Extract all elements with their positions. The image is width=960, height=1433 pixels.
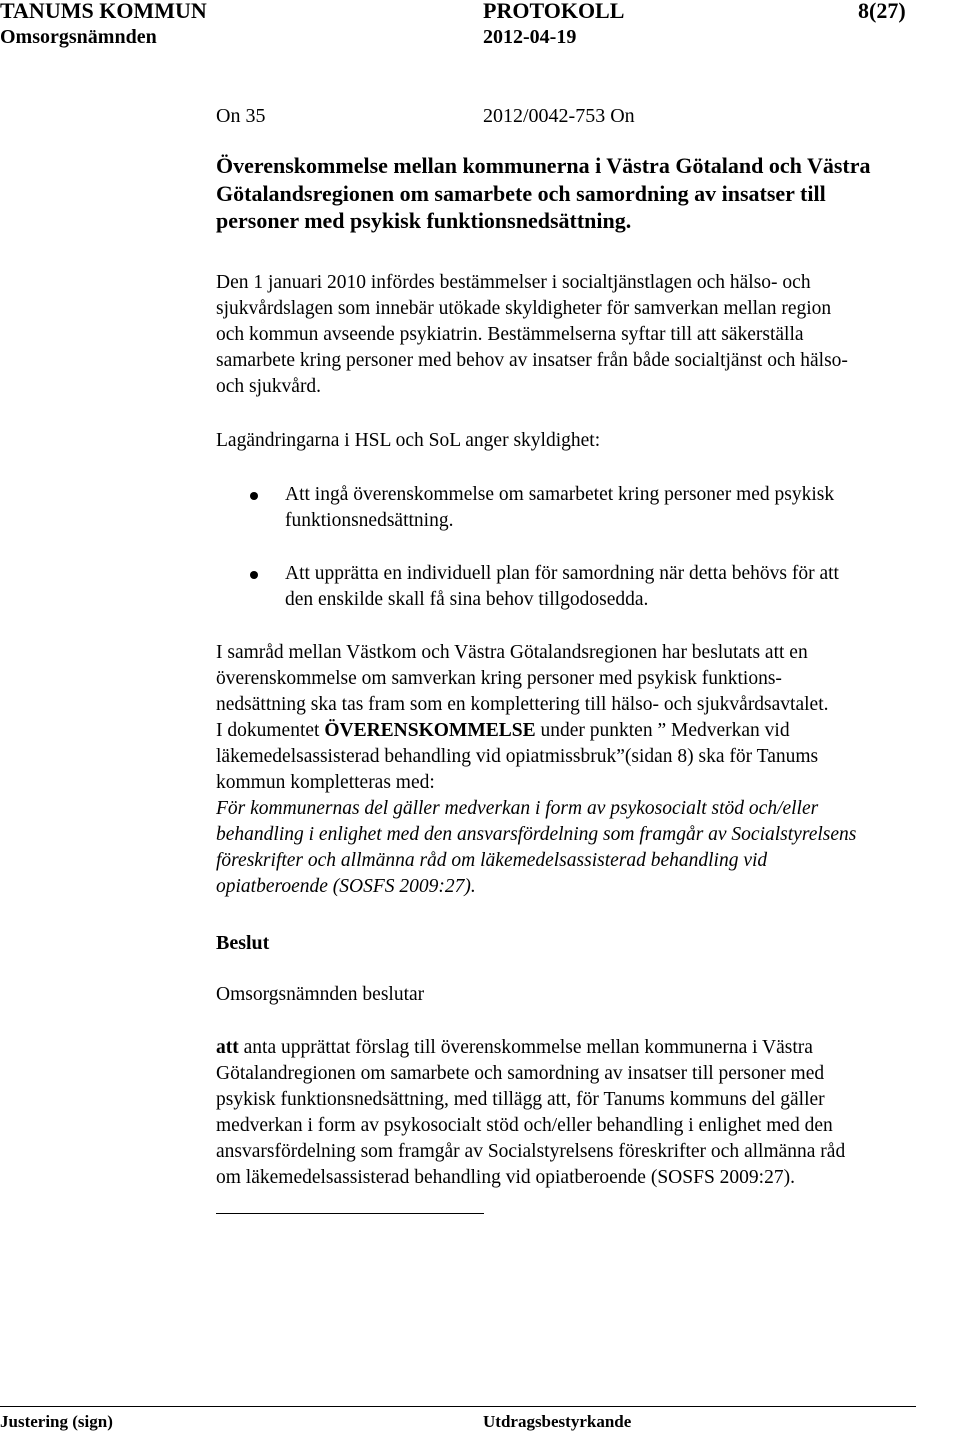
title-line: personer med psykisk funktionsnedsättning. xyxy=(216,208,632,233)
bullet-icon xyxy=(250,571,258,579)
paragraph-line: nedsättning ska tas fram som en komplettering till hälso- och sjukvårdsavtalet. xyxy=(216,694,829,715)
paragraph-line: psykisk funktionsnedsättning, med tillägg att, för Tanums kommuns del gäller xyxy=(216,1089,825,1110)
bullet-line: den enskilde skall få sina behov tillgodosedda. xyxy=(285,589,649,610)
att-word: att xyxy=(216,1037,239,1058)
italic-line: För kommunernas del gäller medverkan i form av psykosocialt stöd och/eller xyxy=(216,798,819,819)
header-page-number: 8(27) xyxy=(858,0,906,23)
footer-justering: Justering (sign) xyxy=(0,1412,113,1431)
paragraph-line: överenskommelse om samverkan kring personer med psykisk funktions- xyxy=(216,668,782,689)
law-intro: Lagändringarna i HSL och SoL anger skyldighet: xyxy=(216,430,601,451)
title-line: Götalandsregionen om samarbete och samordning av insatser till xyxy=(216,180,826,206)
intro-paragraph xyxy=(216,270,848,400)
item-number: On 35 xyxy=(216,105,266,127)
bullet-line: Att upprätta en individuell plan för samordning när detta behövs för att xyxy=(285,563,839,584)
paragraph-line: kommun kompletteras med: xyxy=(216,772,435,793)
bullet-item xyxy=(285,482,834,534)
bullet-line: Att ingå överenskommelse om samarbetet kring personer med psykisk xyxy=(285,484,835,505)
paragraph-line xyxy=(216,1035,845,1061)
decision-heading: Beslut xyxy=(216,932,270,954)
paragraph-line: om läkemedelsassisterad behandling vid opiatberoende (SOSFS 2009:27). xyxy=(216,1167,795,1188)
doc-ref-prefix: I dokumentet xyxy=(216,720,325,741)
italic-passage xyxy=(216,796,856,900)
paragraph-line: Götalandregionen om samarbete och samordning av insatser till personer med xyxy=(216,1063,825,1084)
header-org: TANUMS KOMMUN xyxy=(0,0,207,23)
item-title xyxy=(216,152,871,235)
footer-rule xyxy=(0,1406,916,1407)
italic-line: behandling i enlighet med den ansvarsfördelning som framgår av Socialstyrelsens xyxy=(216,824,857,845)
case-number: 2012/0042-753 On xyxy=(483,105,635,127)
header-committee: Omsorgsnämnden xyxy=(0,26,157,48)
paragraph-line: ansvarsfördelning som framgår av Socialstyrelsens föreskrifter och allmänna råd xyxy=(216,1141,846,1162)
paragraph-line xyxy=(216,718,856,744)
decision-line-rest: anta upprättat förslag till överenskommelse mellan kommunerna i Västra xyxy=(238,1037,813,1058)
header-date: 2012-04-19 xyxy=(483,26,577,48)
bullet-item xyxy=(285,561,839,613)
italic-line: opiatberoende (SOSFS 2009:27). xyxy=(216,876,476,897)
bullet-icon xyxy=(250,492,258,500)
decision-intro: Omsorgsnämnden beslutar xyxy=(216,984,425,1005)
decision-text xyxy=(216,1035,845,1191)
paragraph-line: samarbete kring personer med behov av insatser från både socialtjänst och hälso- xyxy=(216,350,848,371)
paragraph-line: och kommun avseende psykiatrin. Bestämmelserna syftar till att säkerställa xyxy=(216,324,804,345)
paragraph-line: I samråd mellan Västkom och Västra Götalandsregionen har beslutats att en xyxy=(216,642,808,663)
closing-rule xyxy=(216,1213,484,1214)
paragraph-line: läkemedelsassisterad behandling vid opiatmissbruk”(sidan 8) ska för Tanums xyxy=(216,746,819,767)
bullet-line: funktionsnedsättning. xyxy=(285,510,454,531)
italic-line: föreskrifter och allmänna råd om läkemedelsassisterad behandling vid xyxy=(216,850,768,871)
consult-paragraph xyxy=(216,640,856,900)
paragraph-line: och sjukvård. xyxy=(216,376,322,397)
paragraph-line: medverkan i form av psykosocialt stöd och/eller behandling i enlighet med den xyxy=(216,1115,833,1136)
paragraph-line: Den 1 januari 2010 infördes bestämmelser i socialtjänstlagen och hälso- och xyxy=(216,272,811,293)
paragraph-line: sjukvårdslagen som innebär utökade skyldigheter för samverkan mellan region xyxy=(216,298,832,319)
doc-ref-suffix: under punkten ” Medverkan vid xyxy=(535,720,790,741)
footer-utdragsbestyrkande: Utdragsbestyrkande xyxy=(483,1412,632,1431)
title-line: Överenskommelse mellan kommunerna i Västra Götaland och Västra xyxy=(216,153,871,178)
header-doc-type: PROTOKOLL xyxy=(483,0,625,23)
doc-ref-bold: ÖVERENSKOMMELSE xyxy=(324,720,536,741)
